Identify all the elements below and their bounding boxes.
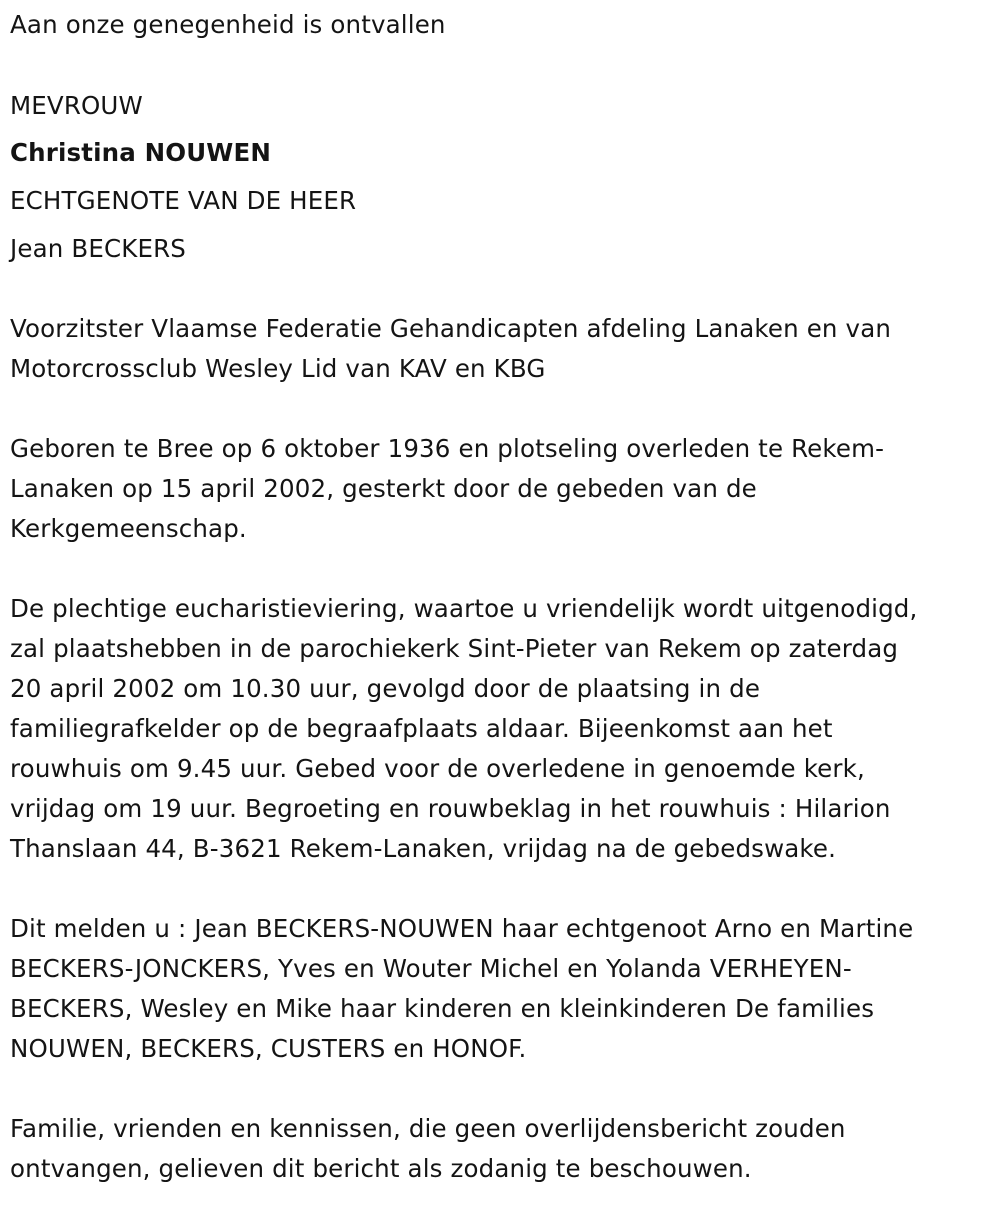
paragraph-line: BECKERS-JONCKERS, Yves en Wouter Michel en Yolanda VERHEYEN-	[10, 954, 852, 983]
ceremony-paragraph	[10, 589, 995, 869]
paragraph-line: rouwhuis om 9.45 uur. Gebed voor de overledene in genoemde kerk,	[10, 754, 865, 783]
paragraph-line: familiegrafkelder op de begraafplaats aldaar. Bijeenkomst aan het	[10, 714, 833, 743]
affiliations-paragraph	[10, 309, 995, 389]
paragraph-line: 20 april 2002 om 10.30 uur, gevolgd door de plaatsing in de	[10, 674, 761, 703]
paragraph-line: ontvangen, gelieven dit bericht als zodanig te beschouwen.	[10, 1154, 752, 1183]
spouse-name: Jean BECKERS	[10, 234, 186, 263]
paragraph-line: Kerkgemeenschap.	[10, 514, 247, 543]
deceased-name: Christina NOUWEN	[10, 138, 271, 167]
title-prefix: MEVROUW	[10, 91, 143, 120]
paragraph-line: Lanaken op 15 april 2002, gesterkt door de gebeden van de	[10, 474, 757, 503]
paragraph-line: zal plaatshebben in de parochiekerk Sint-Pieter van Rekem op zaterdag	[10, 634, 899, 663]
intro-text: Aan onze genegenheid is ontvallen	[10, 10, 446, 39]
closing-paragraph	[10, 1109, 995, 1189]
paragraph-line: NOUWEN, BECKERS, CUSTERS en HONOF.	[10, 1034, 527, 1063]
spouse-label: ECHTGENOTE VAN DE HEER	[10, 186, 357, 215]
paragraph-line: Thanslaan 44, B-3621 Rekem-Lanaken, vrijdag na de gebedswake.	[10, 834, 837, 863]
paragraph-line: vrijdag om 19 uur. Begroeting en rouwbeklag in het rouwhuis : Hilarion	[10, 794, 891, 823]
paragraph-line: De plechtige eucharistieviering, waartoe u vriendelijk wordt uitgenodigd,	[10, 594, 918, 623]
paragraph-line: Geboren te Bree op 6 oktober 1936 en plotseling overleden te Rekem-	[10, 434, 885, 463]
paragraph-line: Familie, vrienden en kennissen, die geen overlijdensbericht zouden	[10, 1114, 846, 1143]
paragraph-line: BECKERS, Wesley en Mike haar kinderen en kleinkinderen De families	[10, 994, 875, 1023]
paragraph-line: Voorzitster Vlaamse Federatie Gehandicapten afdeling Lanaken en van	[10, 314, 892, 343]
family-paragraph	[10, 909, 995, 1069]
birth-death-paragraph	[10, 429, 995, 549]
paragraph-line: Dit melden u : Jean BECKERS-NOUWEN haar echtgenoot Arno en Martine	[10, 914, 914, 943]
paragraph-line: Motorcrossclub Wesley Lid van KAV en KBG	[10, 354, 546, 383]
